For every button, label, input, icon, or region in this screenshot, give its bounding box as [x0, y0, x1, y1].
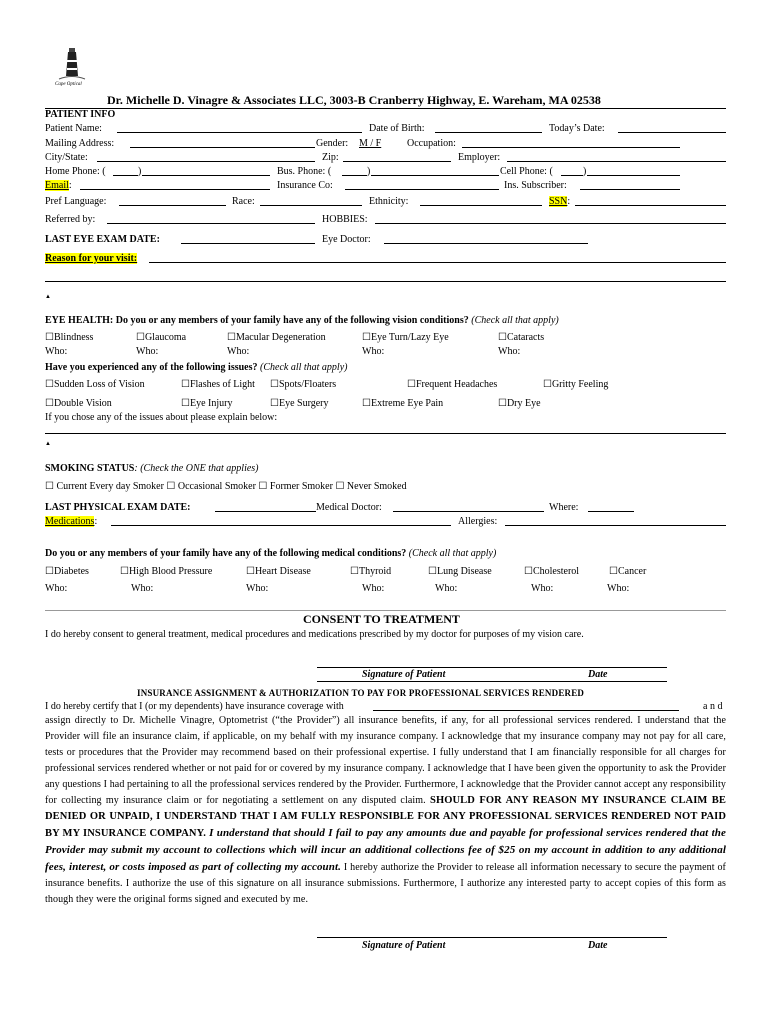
- who-label: Who:: [45, 583, 68, 594]
- ssn-field[interactable]: [575, 205, 726, 206]
- email-label: Email:: [45, 180, 72, 191]
- ssn-label: SSN:: [549, 196, 571, 207]
- mailing-address-field[interactable]: [130, 147, 315, 148]
- issue-flashes[interactable]: ☐Flashes of Light: [181, 379, 255, 390]
- cell-phone-area[interactable]: [561, 175, 583, 176]
- issues-heading: Have you experienced any of the following issues? (Check all that apply): [45, 362, 348, 373]
- cell-phone-label: Cell Phone: (: [500, 166, 553, 177]
- patient-name-field[interactable]: [117, 132, 362, 133]
- condition-blindness[interactable]: ☐Blindness: [45, 332, 94, 343]
- insurance-co-field[interactable]: [345, 189, 499, 190]
- eye-health-heading: EYE HEALTH: Do you or any members of your family have any of the following vision conditions? (Check all that apply): [45, 315, 559, 326]
- who-label: Who:: [246, 583, 269, 594]
- consent-signature-field[interactable]: [317, 667, 667, 668]
- marker-dot: ▲: [45, 294, 51, 300]
- where-label: Where:: [549, 502, 579, 513]
- last-eye-exam-label: LAST EYE EXAM DATE:: [45, 234, 160, 245]
- issue-dry-eye[interactable]: ☐Dry Eye: [498, 398, 541, 409]
- medical-heading: Do you or any members of your family have any of the following medical conditions? (Check all that apply): [45, 548, 497, 559]
- ins-subscriber-field[interactable]: [580, 189, 680, 190]
- race-label: Race:: [232, 196, 255, 207]
- gender-label: Gender:: [316, 138, 349, 149]
- reason-field[interactable]: [149, 262, 726, 263]
- practice-title: Dr. Michelle D. Vinagre & Associates LLC, 3003-B Cranberry Highway, E. Wareham, MA 02538: [107, 93, 601, 107]
- employer-label: Employer:: [458, 152, 501, 163]
- employer-field[interactable]: [507, 161, 726, 162]
- home-phone-area[interactable]: [113, 175, 138, 176]
- who-label: Who:: [362, 583, 385, 594]
- consent-text: I do hereby consent to general treatment, medical procedures and medications prescribed by my doctor for purposes of my vision care.: [45, 629, 584, 640]
- insurance-signature-field[interactable]: [317, 937, 667, 938]
- bus-phone-area[interactable]: [342, 175, 367, 176]
- ethnicity-label: Ethnicity:: [369, 196, 409, 207]
- gender-options[interactable]: M / F: [359, 138, 382, 149]
- race-field[interactable]: [260, 205, 362, 206]
- zip-field[interactable]: [343, 161, 451, 162]
- insurance-line1: I do hereby certify that I (or my dependents) have insurance coverage with: [45, 701, 344, 712]
- insurance-signature-label: Signature of Patient: [362, 940, 446, 951]
- todays-date-label: Today’s Date:: [549, 123, 605, 134]
- dob-field[interactable]: [435, 132, 542, 133]
- issue-headaches[interactable]: ☐Frequent Headaches: [407, 379, 498, 390]
- dob-label: Date of Birth:: [369, 123, 425, 134]
- allergies-label: Allergies:: [458, 516, 498, 527]
- who-label: Who:: [45, 346, 68, 357]
- last-physical-field[interactable]: [215, 511, 316, 512]
- occupation-field[interactable]: [462, 147, 680, 148]
- insurance-heading: INSURANCE ASSIGNMENT & AUTHORIZATION TO PAY FOR PROFESSIONAL SERVICES RENDERED: [137, 688, 585, 698]
- medical-heart[interactable]: ☐Heart Disease: [246, 566, 311, 577]
- email-field[interactable]: [80, 189, 270, 190]
- bus-phone-field[interactable]: [371, 175, 499, 176]
- eye-doctor-label: Eye Doctor:: [322, 234, 371, 245]
- medical-doctor-field[interactable]: [393, 511, 544, 512]
- explain-field[interactable]: [45, 433, 726, 434]
- referred-by-field[interactable]: [107, 223, 315, 224]
- medical-cholesterol[interactable]: ☐Cholesterol: [524, 566, 580, 577]
- medications-label: Medications:: [45, 516, 98, 527]
- consent-heading: CONSENT TO TREATMENT: [303, 612, 460, 626]
- home-phone-label: Home Phone: (: [45, 166, 106, 177]
- medications-field[interactable]: [111, 525, 451, 526]
- insurance-agreement-text: assign directly to Dr. Michelle Vinagre, Optometrist (“the Provider”) all insurance benefits, if any, for all professional services rendered. I understand that the Provider will file an insurance claim, if applicable, on my behalf with my insurance company. I acknowledge that my insurance company may not pay for all care, tests or procedures that the Provider may recommend based on their professional expertise. I fully understand that I am financially responsible for all charges for professional services rendered whether or not paid for or covered by my insurance company. I acknowledge that I have been given the opportunity to ask the Provider any questions I had pertaining to all the professional services rendered by the Provider. Furthermore, I acknowledge that the Provider cannot accept any responsibility for collecting my insurance claim or for negotiating a settlement on any disputed claim. SHOULD FOR ANY REASON MY INSURANCE CLAIM BE DENIED OR UNPAID, I UNDERSTAND THAT I AM FULLY RESPONSIBLE FOR ANY PROFESSIONAL SERVICES RENDERED NOT PAID BY MY INSURANCE COMPANY. I understand that should I fail to pay any amounts due and payable for professional services rendered that the Provider may submit my account to collections which will incur an additional collections fee of $25 on my account in addition to any additional fees, interest, or costs imposed as part of collecting my account. I hereby authorize the Provider to release all information necessary to secure the payment of insurance benefits. I authorize the use of this signature on all insurance submissions. Furthermore, I authorize any interested party to accept copies of this form as though they were the original forms signed and executed by me.: [45, 715, 727, 905]
- referred-by-label: Referred by:: [45, 214, 96, 225]
- zip-label: Zip:: [322, 152, 339, 163]
- home-phone-paren: ): [138, 166, 142, 177]
- medical-doctor-label: Medical Doctor:: [316, 502, 382, 513]
- last-eye-exam-field[interactable]: [181, 243, 315, 244]
- explain-label: If you chose any of the issues about please explain below:: [45, 412, 278, 423]
- reason-label: Reason for your visit:: [45, 253, 138, 264]
- allergies-field[interactable]: [505, 525, 726, 526]
- todays-date-field[interactable]: [618, 132, 726, 133]
- last-physical-label: LAST PHYSICAL EXAM DATE:: [45, 502, 191, 513]
- who-label: Who:: [607, 583, 630, 594]
- city-state-field[interactable]: [97, 161, 315, 162]
- who-label: Who:: [531, 583, 554, 594]
- who-label: Who:: [435, 583, 458, 594]
- hobbies-field[interactable]: [375, 223, 726, 224]
- condition-macular[interactable]: ☐Macular Degeneration: [227, 332, 326, 343]
- eye-doctor-field[interactable]: [384, 243, 588, 244]
- who-label: Who:: [362, 346, 385, 357]
- ethnicity-field[interactable]: [420, 205, 542, 206]
- issue-eye-pain[interactable]: ☐Extreme Eye Pain: [362, 398, 444, 409]
- city-state-label: City/State:: [45, 152, 88, 163]
- condition-glaucoma[interactable]: ☐Glaucoma: [136, 332, 187, 343]
- medical-hbp[interactable]: ☐High Blood Pressure: [120, 566, 213, 577]
- issue-spots[interactable]: ☐Spots/Floaters: [270, 379, 337, 390]
- consent-date-label: Date: [588, 669, 608, 680]
- issue-eye-injury[interactable]: ☐Eye Injury: [181, 398, 233, 409]
- condition-cataracts[interactable]: ☐Cataracts: [498, 332, 545, 343]
- reason-field-2[interactable]: [45, 281, 726, 282]
- cell-phone-paren: ): [583, 166, 587, 177]
- insurance-company-field[interactable]: [373, 710, 679, 711]
- lighthouse-logo: [57, 46, 87, 90]
- condition-eye-turn[interactable]: ☐Eye Turn/Lazy Eye: [362, 332, 449, 343]
- who-label: Who:: [131, 583, 154, 594]
- medical-cancer[interactable]: ☐Cancer: [609, 566, 647, 577]
- smoking-options[interactable]: ☐ Current Every day Smoker ☐ Occasional Smoker ☐ Former Smoker ☐ Never Smoked: [45, 481, 407, 492]
- insurance-date-label: Date: [588, 940, 608, 951]
- issue-gritty[interactable]: ☐Gritty Feeling: [543, 379, 609, 390]
- pref-language-label: Pref Language:: [45, 196, 107, 207]
- marker-dot: ▲: [45, 441, 51, 447]
- patient-name-label: Patient Name:: [45, 123, 102, 134]
- issue-eye-surgery[interactable]: ☐Eye Surgery: [270, 398, 329, 409]
- insurance-co-label: Insurance Co:: [277, 180, 333, 191]
- medical-lung[interactable]: ☐Lung Disease: [428, 566, 492, 577]
- bus-phone-label: Bus. Phone: (: [277, 166, 332, 177]
- insurance-and: a n d: [703, 701, 723, 712]
- occupation-label: Occupation:: [407, 138, 456, 149]
- consent-signature-label: Signature of Patient: [362, 669, 446, 680]
- patient-info-heading: PATIENT INFO: [45, 109, 116, 120]
- smoking-status: SMOKING STATUS: (Check the ONE that applies): [45, 463, 259, 474]
- who-label: Who:: [227, 346, 250, 357]
- hobbies-label: HOBBIES:: [322, 214, 368, 225]
- medical-thyroid[interactable]: ☐Thyroid: [350, 566, 392, 577]
- where-field[interactable]: [588, 511, 634, 512]
- issue-double-vision[interactable]: ☐Double Vision: [45, 398, 112, 409]
- home-phone-field[interactable]: [142, 175, 270, 176]
- pref-language-field[interactable]: [119, 205, 226, 206]
- who-label: Who:: [498, 346, 521, 357]
- mailing-address-label: Mailing Address:: [45, 138, 115, 149]
- bus-phone-paren: ): [367, 166, 371, 177]
- who-label: Who:: [136, 346, 159, 357]
- medical-diabetes[interactable]: ☐Diabetes: [45, 566, 89, 577]
- logo-text: Cape Optical: [55, 82, 82, 87]
- cell-phone-field[interactable]: [587, 175, 680, 176]
- issue-sudden-loss[interactable]: ☐Sudden Loss of Vision: [45, 379, 145, 390]
- ins-subscriber-label: Ins. Subscriber:: [504, 180, 567, 191]
